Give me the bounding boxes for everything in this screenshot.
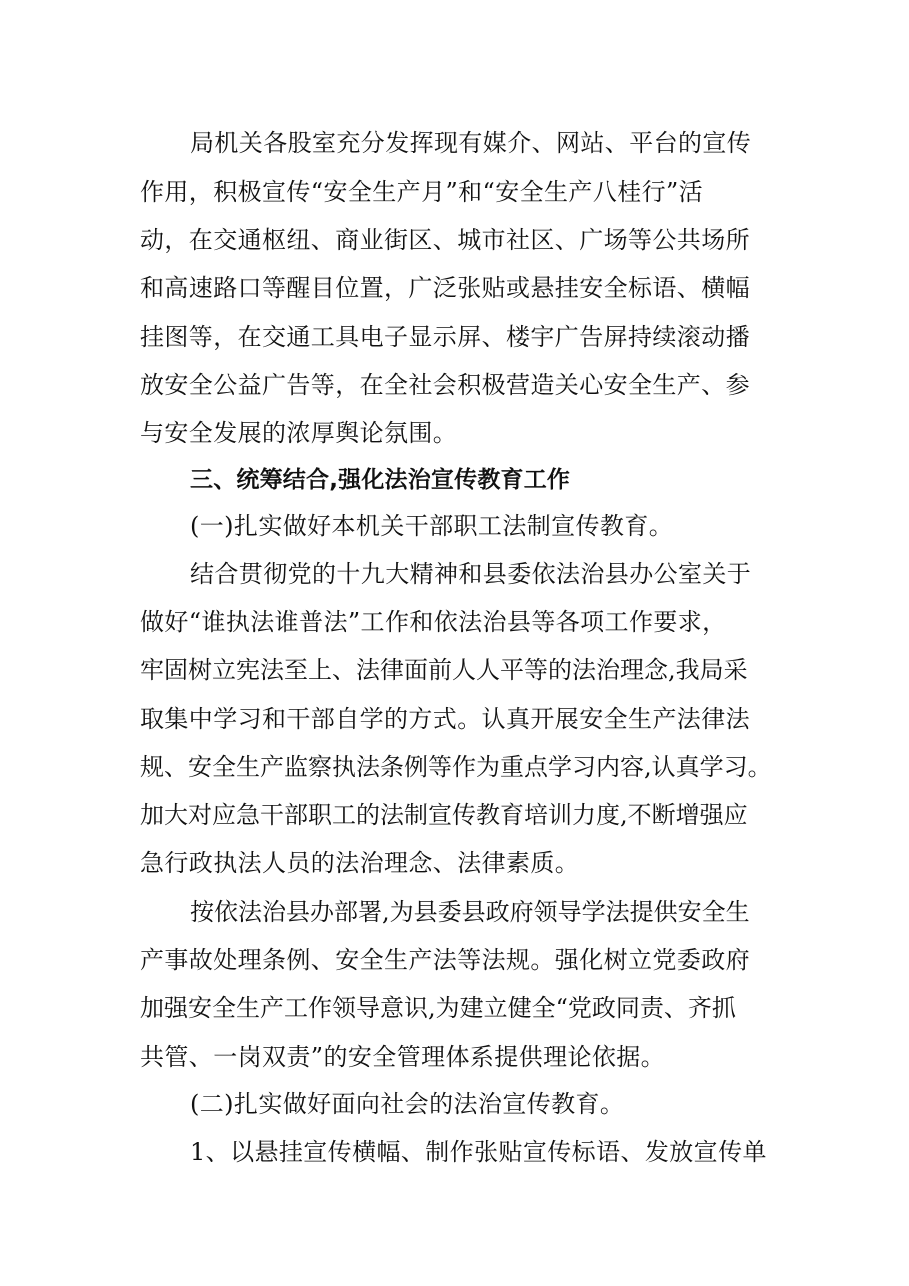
paragraph-1-line-2: 作用，积极宣传“安全生产月”和“安全生产八桂行”活 bbox=[140, 178, 704, 206]
paragraph-2-line-6: 加大对应急干部职工的法制宣传教育培训力度,不断增强应 bbox=[140, 801, 748, 829]
paragraph-3-line-3: 加强安全生产工作领导意识,为建立健全“党政同责、齐抓 bbox=[140, 994, 736, 1022]
subsection-1-heading: (一)扎实做好本机关干部职工法制宣传教育。 bbox=[190, 512, 674, 540]
paragraph-3-line-4: 共管、一岗双责”的安全管理体系提供理论依据。 bbox=[140, 1043, 666, 1071]
paragraph-1-line-5: 挂图等，在交通工具电子显示屏、楼宇广告屏持续滚动播 bbox=[140, 323, 750, 351]
paragraph-2-line-1: 结合贯彻党的十九大精神和县委依法治县办公室关于 bbox=[190, 560, 752, 588]
paragraph-2-line-5: 规、安全生产监察执法条例等作为重点学习内容,认真学习。 bbox=[140, 753, 772, 781]
paragraph-1-line-4: 和高速路口等醒目位置，广泛张贴或悬挂安全标语、横幅 bbox=[140, 274, 750, 302]
paragraph-2-line-4: 取集中学习和干部自学的方式。认真开展安全生产法律法 bbox=[140, 705, 750, 733]
paragraph-3-line-1: 按依法治县办部署,为县委县政府领导学法提供安全生 bbox=[190, 898, 750, 926]
paragraph-2-line-3: 牢固树立宪法至上、法律面前人人平等的法治理念,我局采 bbox=[140, 656, 748, 684]
paragraph-2-line-2: 做好“谁执法谁普法”工作和依法治县等各项工作要求， bbox=[140, 608, 727, 636]
paragraph-3-line-2: 产事故处理条例、安全生产法等法规。强化树立党委政府 bbox=[140, 946, 750, 974]
paragraph-2-line-7: 急行政执法人员的法治理念、法律素质。 bbox=[140, 849, 580, 877]
paragraph-1-line-7: 与安全发展的浓厚舆论氛围。 bbox=[140, 419, 458, 447]
paragraph-1-line-3: 动，在交通枢纽、商业街区、城市社区、广场等公共场所 bbox=[140, 226, 750, 254]
paragraph-1-line-6: 放安全公益广告等，在全社会积极营造关心安全生产、参 bbox=[140, 371, 750, 399]
paragraph-1-line-1: 局机关各股室充分发挥现有媒介、网站、平台的宣传 bbox=[190, 129, 752, 157]
paragraph-4-line-1: 1、以悬挂宣传横幅、制作张贴宣传标语、发放宣传单 bbox=[190, 1138, 767, 1166]
subsection-2-heading: (二)扎实做好面向社会的法治宣传教育。 bbox=[190, 1090, 625, 1118]
section-3-heading: 三、统筹结合,强化法治宣传教育工作 bbox=[190, 467, 571, 493]
